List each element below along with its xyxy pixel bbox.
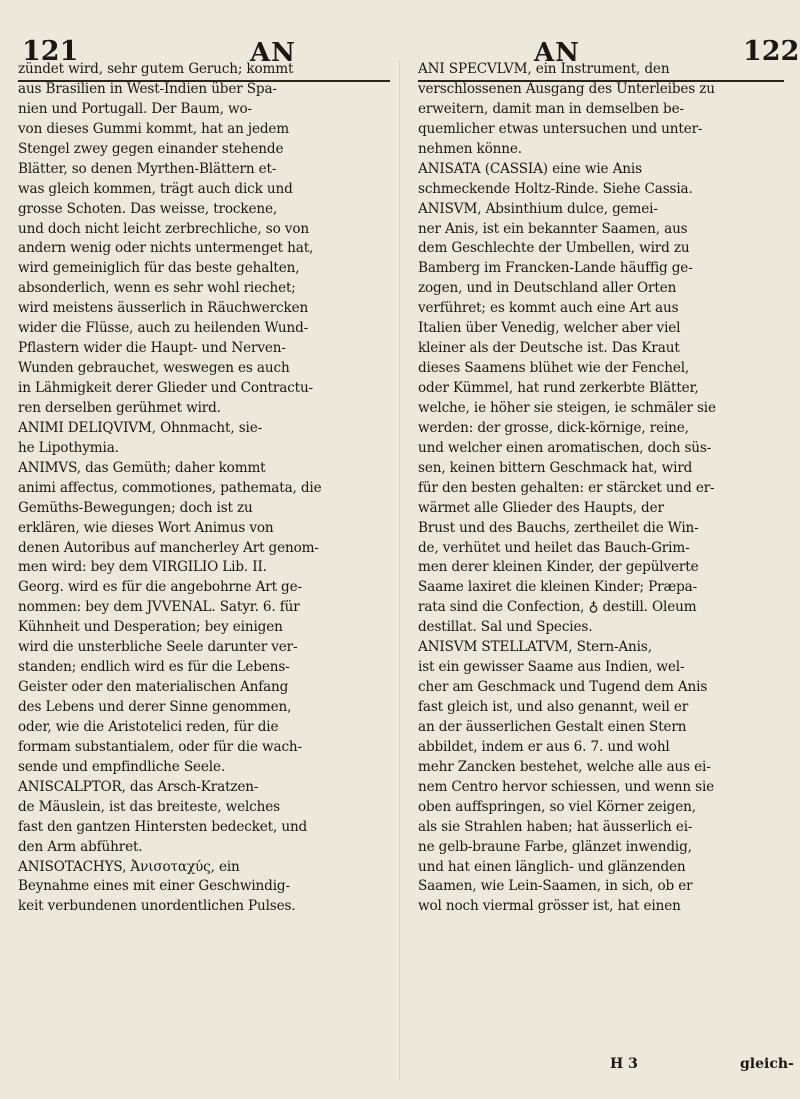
text-line: zogen, und in Deutschland aller Orten	[418, 280, 677, 297]
text-line: ren derselben gerühmet wird.	[18, 399, 221, 416]
text-line: fast den gantzen Hintersten bedecket, und	[18, 818, 308, 835]
text-line: kleiner als der Deutsche ist. Das Kraut	[418, 340, 680, 357]
text-line: ANISCALPTOR, das Arsch-Kratzen-	[18, 778, 259, 795]
text-line: werden: der grosse, dick-körnige, reine,	[418, 419, 689, 436]
text-line: ANIMVS, das Gemüth; daher kommt	[18, 459, 266, 476]
text-line: Kühnheit und Desperation; bey einigen	[18, 619, 283, 636]
left-headword: AN	[250, 38, 296, 68]
right-headword: AN	[534, 38, 580, 68]
text-line: wärmet alle Glieder des Haupts, der	[418, 499, 664, 516]
text-line: und hat einen länglich- und glänzenden	[418, 858, 686, 875]
text-line: standen; endlich wird es für die Lebens-	[18, 659, 290, 676]
text-line: ANISOTACHYS, Ἀνισοταχύς, ein	[18, 858, 240, 875]
text-line: von dieses Gummi kommt, hat an jedem	[18, 120, 290, 137]
text-line: schmeckende Holtz-Rinde. Siehe Cassia.	[418, 180, 693, 197]
text-line: wol noch viermal grösser ist, hat einen	[418, 898, 681, 915]
text-line: ANIMI DELIQVIVM, Ohnmacht, sie-	[18, 419, 263, 436]
left-column-text	[18, 60, 390, 1090]
text-line: sen, keinen bittern Geschmack hat, wird	[418, 459, 693, 476]
text-line: wird meistens äusserlich in Räuchwercken	[18, 300, 309, 317]
text-line: für den besten gehalten: er stärcket und er-	[418, 479, 715, 496]
text-line: denen Autoribus auf mancherley Art genom-	[18, 539, 319, 556]
text-line: Stengel zwey gegen einander stehende	[18, 140, 284, 157]
text-line: den Arm abführet.	[18, 838, 143, 855]
signature-mark: H 3	[610, 1056, 638, 1072]
text-line: andern wenig oder nichts untermenget hat,	[18, 240, 314, 257]
text-line: erweitern, damit man in demselben be-	[418, 100, 684, 117]
text-line: wider die Flüsse, auch zu heilenden Wund-	[18, 320, 309, 337]
text-line: ANISATA (CASSIA) eine wie Anis	[418, 160, 642, 177]
text-line: verführet; es kommt auch eine Art aus	[418, 300, 679, 317]
text-line: nien und Portugall. Der Baum, wo-	[18, 100, 253, 117]
text-line: oder Kümmel, hat rund zerkerbte Blätter,	[418, 380, 699, 396]
text-line: dem Geschlechte der Umbellen, wird zu	[418, 240, 690, 257]
text-line: quemlicher etwas untersuchen und unter-	[418, 120, 703, 137]
right-page-number: 122	[743, 36, 800, 67]
text-line: als sie Strahlen haben; hat äusserlich ei-	[418, 818, 693, 835]
text-line: oben auffspringen, so viel Körner zeigen,	[418, 798, 696, 815]
right-column-text	[418, 60, 790, 1090]
page-gutter	[399, 60, 400, 1080]
text-line: Geister oder den materialischen Anfang	[18, 679, 289, 696]
text-line: in Lähmigkeit derer Glieder und Contractu-	[18, 380, 313, 396]
text-line: Beynahme eines mit einer Geschwindig-	[18, 878, 290, 895]
text-line: Saamen, wie Lein-Saamen, in sich, ob er	[418, 878, 693, 895]
text-line: absonderlich, wenn es sehr wohl riechet;	[18, 280, 296, 297]
text-line: mehr Zancken bestehet, welche alle aus ei-	[418, 758, 711, 775]
text-line: wird die unsterbliche Seele darunter ver-	[18, 639, 298, 656]
text-line: sende und empfindliche Seele.	[18, 758, 226, 775]
text-line: nem Centro hervor schiessen, und wenn sie	[418, 778, 715, 795]
text-line: nehmen könne.	[418, 140, 522, 157]
text-line: destillat. Sal und Species.	[418, 619, 593, 636]
text-line: ANI SPECVLVM, ein Instrument, den	[418, 61, 670, 77]
text-line: und welcher einen aromatischen, doch süs-	[418, 439, 712, 456]
text-line: Gemüths-Bewegungen; doch ist zu	[18, 499, 253, 516]
text-line: rata sind die Confection, ♁ destill. Oleum	[418, 599, 697, 616]
text-line: ner Anis, ist ein bekannter Saamen, aus	[418, 220, 688, 237]
text-line: Wunden gebrauchet, weswegen es auch	[18, 360, 290, 377]
text-line: verschlossenen Ausgang des Unterleibes zu	[418, 80, 715, 97]
text-line: was gleich kommen, trägt auch dick und	[18, 180, 293, 197]
text-line: men derer kleinen Kinder, der gepülverte	[418, 559, 699, 576]
text-line: welche, ie höher sie steigen, ie schmäler sie	[418, 399, 716, 416]
text-line: he Lipothymia.	[18, 439, 119, 456]
text-line: Brust und des Bauchs, zertheilet die Win-	[418, 519, 699, 536]
text-line: men wird: bey dem VIRGILIO Lib. II.	[18, 559, 267, 576]
text-line: Pflastern wider die Haupt- und Nerven-	[18, 340, 286, 357]
text-line: Italien über Venedig, welcher aber viel	[418, 320, 681, 337]
text-line: ANISVM STELLATVM, Stern-Anis,	[418, 639, 652, 656]
text-line: Georg. wird es für die angebohrne Art ge-	[18, 579, 302, 596]
text-line: formam substantialem, oder für die wach-	[18, 738, 302, 755]
text-line: erklären, wie dieses Wort Animus von	[18, 519, 274, 536]
text-line: wird gemeiniglich für das beste gehalten,	[18, 260, 300, 277]
text-line: Saame laxiret die kleinen Kinder; Præpa-	[418, 579, 698, 596]
text-line: aus Brasilien in West-Indien über Spa-	[18, 80, 277, 97]
text-line: Bamberg im Francken-Lande häuffig ge-	[418, 260, 693, 277]
text-line: cher am Geschmack und Tugend dem Anis	[418, 679, 708, 696]
catchword: gleich-	[740, 1056, 794, 1072]
text-line: ne gelb-braune Farbe, glänzet inwendig,	[418, 838, 692, 855]
text-line: grosse Schoten. Das weisse, trockene,	[18, 200, 278, 217]
text-line: de Mäuslein, ist das breiteste, welches	[18, 798, 280, 815]
text-line: an der äusserlichen Gestalt einen Stern	[418, 718, 687, 735]
text-line: abbildet, indem er aus 6. 7. und wohl	[418, 738, 670, 755]
text-line: de, verhütet und heilet das Bauch-Grim-	[418, 539, 690, 556]
text-line: nommen: bey dem JVVENAL. Satyr. 6. für	[18, 599, 300, 616]
text-line: zündet wird, sehr gutem Geruch; kommt	[18, 61, 294, 77]
text-line: keit verbundenen unordentlichen Pulses.	[18, 898, 296, 915]
text-line: des Lebens und derer Sinne genommen,	[18, 699, 292, 715]
text-line: Blätter, so denen Myrthen-Blättern et-	[18, 160, 277, 177]
text-line: fast gleich ist, und also genannt, weil er	[418, 699, 689, 715]
text-line: und doch nicht leicht zerbrechliche, so von	[18, 220, 309, 237]
text-line: ist ein gewisser Saame aus Indien, wel-	[418, 659, 685, 676]
text-line: animi affectus, commotiones, pathemata, die	[18, 479, 322, 496]
text-line: ANISVM, Absinthium dulce, gemei-	[418, 200, 658, 217]
text-line: dieses Saamens blühet wie der Fenchel,	[418, 360, 690, 377]
text-line: oder, wie die Aristotelici reden, für die	[18, 718, 279, 735]
left-page-number: 121	[22, 36, 79, 67]
